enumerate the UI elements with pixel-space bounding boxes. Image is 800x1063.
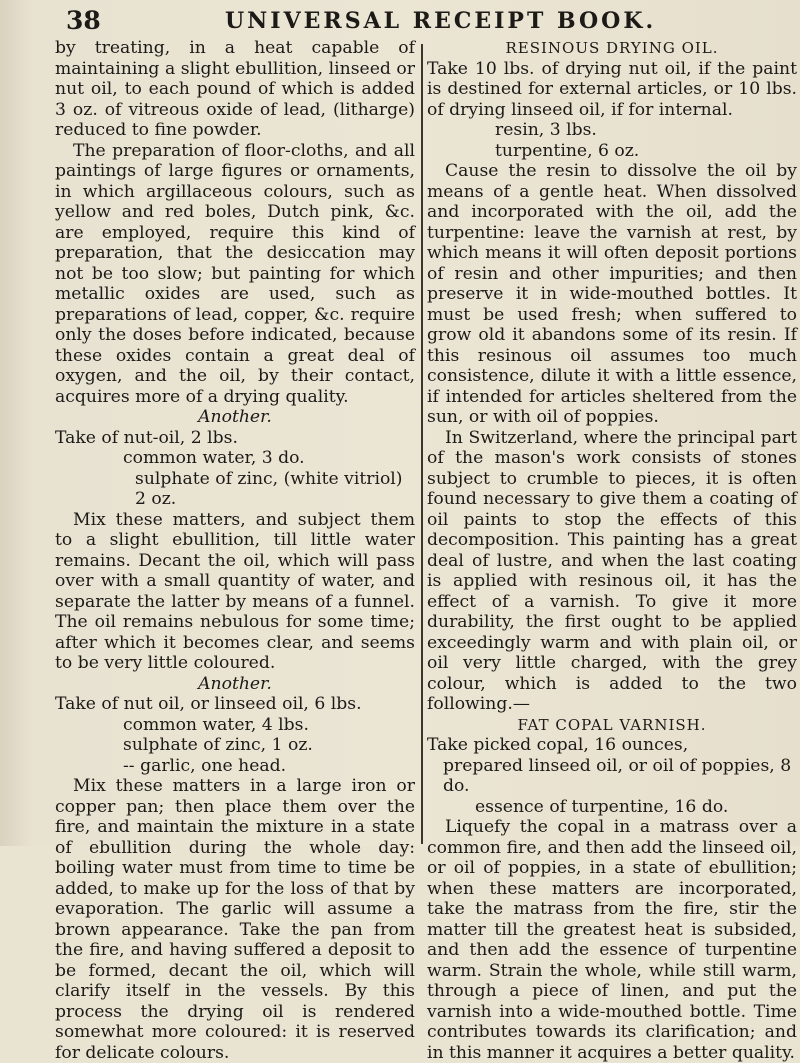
ingredient-line: essence of turpentine, 16 do. [475,796,729,817]
page-header [30,2,780,38]
ingredient-line: Take of nut oil, or linseed oil, 6 lbs. [55,694,362,714]
running-title: UNIVERSAL RECEIPT BOOK. [225,8,657,34]
left-column [55,38,415,1063]
ingredient-line: -- garlic, one head. [123,755,287,776]
paragraph: Cause the resin to dissolve the oil by means of a gentle heat. When dissolved and incorporated with the oil, add the turpentine: leave the varnish at rest, by which means it will often deposit portions of resin and other impurities; and then preserve it in wide-mouthed bottles. It must be used fresh; when suffered to grow old it abandons some of its resin. If this resinous oil assumes too much consistence, dilute it with a little essence, if intended for articles sheltered from the sun, or with oil of poppies. [427,161,797,427]
paragraph: In Switzerland, where the principal part of the mason's work consists of stones subject to crumble to pieces, it is often found necessary to give them a coating of oil paints to stop the effects of this decomposition. This painting has a great deal of lustre, and when the last coating is applied with resinous oil, it has the effect of a varnish. To give it more durability, the first ought to be applied exceedingly warm and with plain oil, or oil very little charged, with the grey colour, which is added to the two following.— [427,427,797,714]
section-heading: RESINOUS DRYING OIL. [505,39,719,57]
ingredient-line: resin, 3 lbs. [495,120,597,140]
ingredient-line: Take picked copal, 16 ounces, [427,735,689,755]
paragraph: The preparation of floor-cloths, and all paintings of large figures or ornaments, in which argillaceous colours, such as yellow and red boles, Dutch pink, &c. are employed, require this kind of preparation, that the desiccation may not be too slow; but painting for which metallic oxides are used, such as preparations of lead, copper, &c. require only the doses before indicated, because these oxides contain a great deal of oxygen, and the oil, by their contact, acquires more of a drying quality. [55,140,415,407]
paragraph: Liquefy the copal in a matrass over a common fire, and then add the linseed oil, or oil of poppies, in a state of ebullition; when these matters are incorporated, take the matrass from the fire, stir the matter till the greatest heat is subsided, and then add the essence of turpentine warm. Strain the whole, while still warm, through a piece of linen, and put the varnish into a wide-mouthed bottle. Time contributes towards its clarification; and in this manner it acquires a better quality. [427,817,797,1063]
paragraph: Mix these matters, and subject them to a slight ebullition, till little water remains. Decant the oil, which will pass over with a small quantity of water, and separate the latter by means of a funnel. The oil remains nebulous for some time; after which it becomes clear, and seems to be very little coloured. [55,509,415,673]
ingredient-line: sulphate of zinc, 1 oz. [123,735,313,755]
paragraph: Take 10 lbs. of drying nut oil, if the paint is destined for external articles, or 10 lbs. of drying linseed oil, if for internal. [427,58,797,120]
column-divider [421,44,423,844]
recipe-heading: Another. [198,407,272,427]
paragraph: by treating, in a heat capable of maintaining a slight ebullition, linseed or nut oil, to each pound of which is added 3 oz. of vitreous oxide of lead, (litharge) reduced to fine powder. [55,38,415,140]
paragraph: Mix these matters in a large iron or copper pan; then place them over the fire, and maintain the mixture in a state of ebullition during the whole day: boiling water must from time to time be added, to make up for the loss of that by evaporation. The garlic will assume a brown appearance. Take the pan from the fire, and having suffered a deposit to be formed, decant the oil, which will clarify itself in the vessels. By this process the drying oil is rendered somewhat more coloured: it is reserved for delicate colours. [55,776,415,1063]
right-column [427,38,797,1063]
ingredient-line: common water, 4 lbs. [123,714,309,735]
ingredient-line: prepared linseed oil, or oil of poppies, 8 do. [443,755,792,796]
recipe-heading: Another. [198,673,272,694]
section-heading: FAT COPAL VARNISH. [517,715,707,734]
ingredient-line: common water, 3 do. [123,448,305,468]
page-number: 38 [66,6,101,35]
ingredient-line: sulphate of zinc, (white vitriol) 2 oz. [135,468,403,509]
ingredient-line: Take of nut-oil, 2 lbs. [55,427,238,448]
ingredient-line: turpentine, 6 oz. [495,140,640,161]
